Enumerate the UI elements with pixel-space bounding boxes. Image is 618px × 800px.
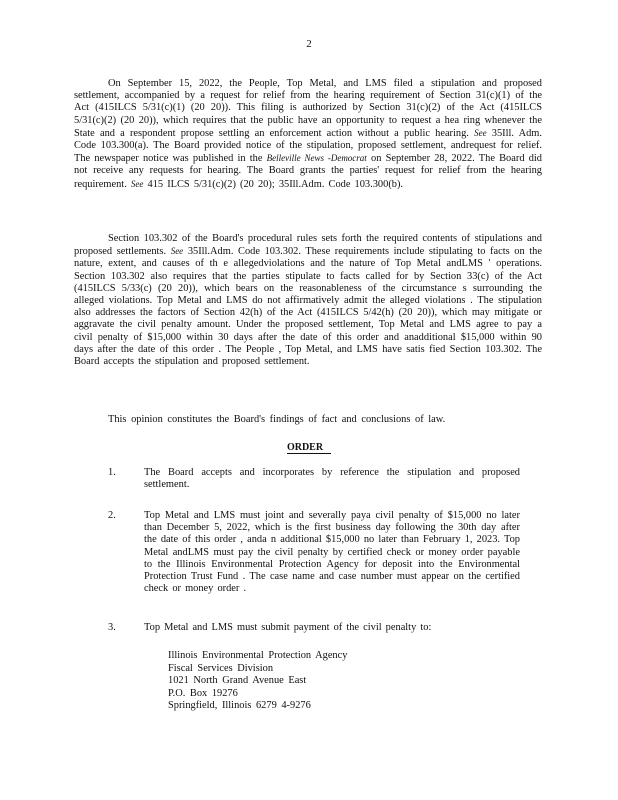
address-line: P.O. Box 19276 bbox=[168, 687, 238, 699]
page-number: 2 bbox=[306, 38, 312, 50]
paragraph-text: on September 28, 2022. The Board did not receive any requests for hearing. The Board grants the parties' request for relief from the hearing requirement. bbox=[74, 153, 542, 190]
order-heading-text: ORDER bbox=[287, 442, 331, 454]
address-line: Springfield, Illinois 6279 4-9276 bbox=[168, 700, 311, 712]
order-item-text: Top Metal and LMS must joint and severally paya civil penalty of $15,000 no later than December 5, 2022, which is the first business day following the 30th day after the date of this order , anda n additional $15,000 no later than February 1, 2023. Top Metal andLMS must pay the civil penalty by certified check or money order payable to the Illinois Environmental Protection Agency for deposit into the Environmental Protection Trust Fund . The case name and case number must appear on the certified check or money order . bbox=[144, 510, 520, 595]
paragraph-text: 35Ill. Adm. Code 103.300(a). The Board provided notice of the stipulation, proposed settlement, andrequest for relief. The newspaper notice was published in the bbox=[74, 127, 542, 165]
address-line: 1021 North Grand Avenue East bbox=[168, 675, 307, 687]
order-item-text: The Board accepts and incorporates by reference the stipulation and proposed settlement. bbox=[144, 467, 520, 491]
paragraph-text: 35Ill.Adm. Code 103.302. These requirements include stipulating to facts on the nature, extent, and causes of th e allegedviolations and the nature of Top Metal andLMS ' operations. Section 103.302 also requires that the parties stipulate to facts called for by Section 33(c) of the Act (415ILCS 5/33(c) (20 20)), which bears on the reasonableness of the circumstance s surrounding the alleged violations. Top Metal and LMS do not affirmatively admit the alleged violations . The stipulation also addresses the factors of Section 42(h) of the Act (415ILCS 5/42(h) (20 20)), which may mitigate or aggravate the civil penalty amount. Under the proposed settlement, Top Metal and LMS agree to pay a civil penalty of $15,000 within 30 days after the date of this order and anadditional $15,000 within 90 days after the date of this order . The People , Top Metal, and LMS have satis fied Section 103.302. The Board accepts the stipulation and proposed settlement. bbox=[74, 246, 542, 368]
paragraph-settlement-filing bbox=[74, 78, 542, 191]
order-item-text: Top Metal and LMS must submit payment of the civil penalty to: bbox=[144, 622, 432, 633]
address-line: Illinois Environmental Protection Agency bbox=[168, 650, 348, 661]
paragraph-text: On September 15, 2022, the People, Top Metal, and LMS filed a stipulation and proposed settlement, accompanied by a request for relief from the hearing requirement of Section 31(c)(1) of the Act (415ILCS 5/31(c)(1) (20 20)). This filing is authorized by Section 31(c)(2) of the Act (415ILCS 5/31(c)(2) (20 20)), which requires that the public have an opportunity to request a hea ring whenever the State and a respondent propose settling an enforcement action without a public hearing. bbox=[74, 78, 542, 139]
citation-signal: See bbox=[130, 178, 144, 189]
closing-statement: This opinion constitutes the Board's findings of fact and conclusions of law. bbox=[108, 414, 446, 425]
payment-address bbox=[168, 650, 347, 713]
order-item-number: 2. bbox=[108, 510, 116, 521]
citation-signal: See bbox=[170, 246, 184, 257]
newspaper-name: Belleville News -Democrat bbox=[266, 153, 367, 164]
address-line: Fiscal Services Division bbox=[168, 662, 274, 674]
citation-signal: See bbox=[474, 127, 487, 138]
order-item-number: 3. bbox=[108, 622, 116, 633]
paragraph-text: Section 103.302 of the Board's procedural rules sets forth the required contents of stipulations and proposed settlements. bbox=[74, 233, 542, 258]
order-heading bbox=[0, 442, 618, 453]
order-item-number: 1. bbox=[108, 467, 116, 478]
paragraph-procedural-rules bbox=[74, 233, 542, 368]
paragraph-text: 415 ILCS 5/31(c)(2) (20 20); 35Ill.Adm. Code 103.300(b). bbox=[147, 178, 404, 190]
